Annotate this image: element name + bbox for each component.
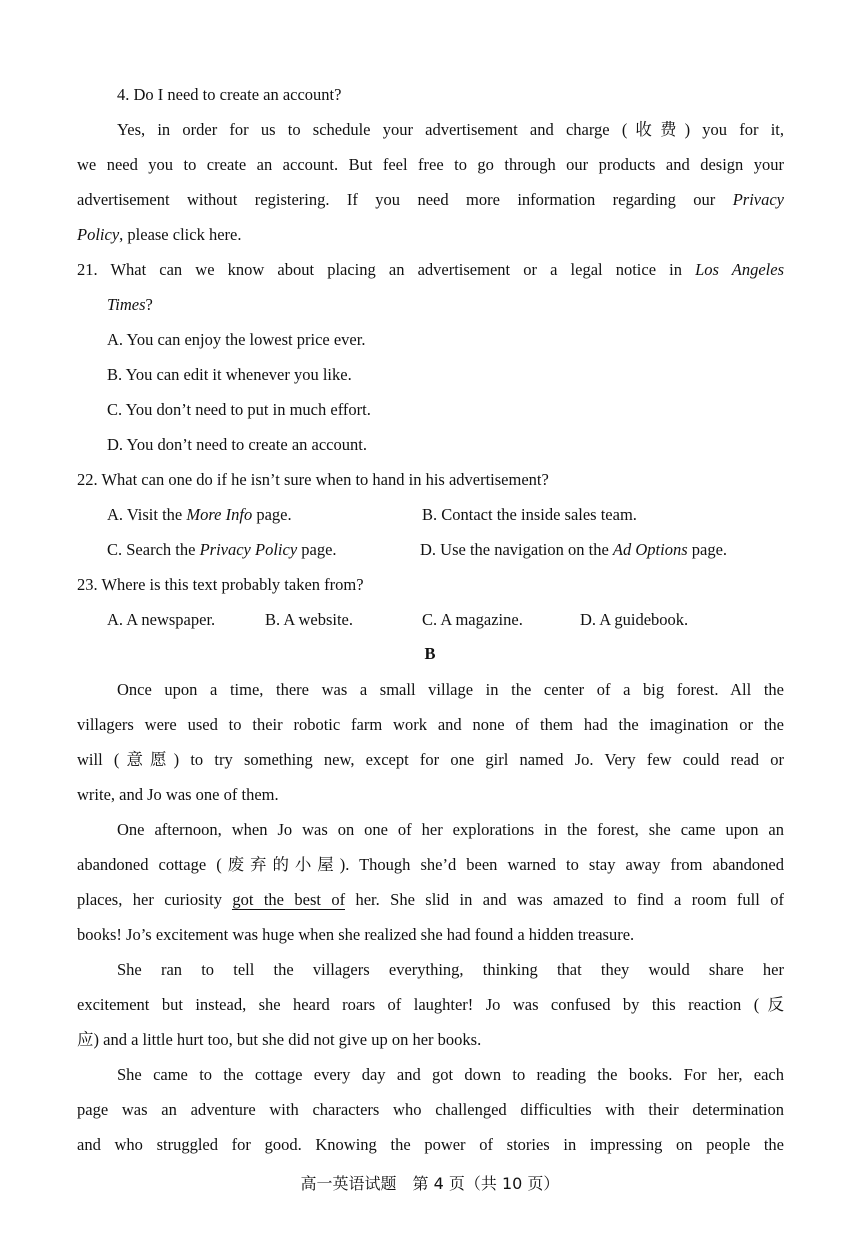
underlined-phrase: got the best of [232,890,346,909]
paragraph-line: places, her curiosity got the best of her. She slid in and was amazed to find a room full of [77,890,784,909]
option-a: A. Visit the More Info page. [107,505,292,524]
option-c: C. A magazine. [422,610,523,629]
option-c: C. You don’t need to put in much effort. [107,400,371,419]
paragraph-line: page was an adventure with characters who challenged difficulties with their determination [77,1100,784,1119]
faq-answer-line: Yes, in order for us to schedule your advertisement and charge (收费) you for it, [117,120,784,139]
paragraph-line: villagers were used to their robotic farm work and none of them had the imagination or the [77,715,784,734]
option-d: D. Use the navigation on the Ad Options page. [420,540,728,559]
faq-answer-line: advertisement without registering. If you need more information regarding our Privacy [77,190,785,209]
page-footer: 高一英语试题 第 4 页（共 10 页） [300,1174,560,1193]
paragraph-line: One afternoon, when Jo was on one of her explorations in the forest, she came upon an [117,820,784,839]
section-title: B [424,644,436,663]
option-b: B. You can edit it whenever you like. [107,365,352,384]
question-21-stem-cont: Times? [107,295,153,314]
paragraph-line: She ran to tell the villagers everything, thinking that they would share her [117,960,784,979]
option-b: B. Contact the inside sales team. [422,505,637,524]
paragraph-line: 应) and a little hurt too, but she did not give up on her books. [77,1030,482,1049]
paragraph-line: write, and Jo was one of them. [77,785,279,804]
faq-answer-line: Policy, please click here. [77,225,242,244]
option-b: B. A website. [265,610,354,629]
option-a: A. A newspaper. [107,610,216,629]
paragraph-line: Once upon a time, there was a small village in the center of a big forest. All the [117,680,784,699]
faq-question-4: 4. Do I need to create an account? [117,85,342,104]
option-a: A. You can enjoy the lowest price ever. [107,330,366,349]
option-d: D. You don’t need to create an account. [107,435,367,454]
paragraph-line: and who struggled for good. Knowing the power of stories in impressing on people the [77,1135,784,1154]
faq-answer-line: we need you to create an account. But feel free to go through our products and design your [77,155,784,174]
option-d: D. A guidebook. [580,610,689,629]
option-c: C. Search the Privacy Policy page. [107,540,337,559]
paragraph-line: books! Jo’s excitement was huge when she realized she had found a hidden treasure. [77,925,635,944]
question-21-stem: 21. What can we know about placing an advertisement or a legal notice in Los Angeles [77,260,785,279]
paragraph-line: abandoned cottage (废弃的小屋). Though she’d been warned to stay away from abandoned [77,855,784,874]
paragraph-line: will (意愿) to try something new, except for one girl named Jo. Very few could read or [77,750,784,769]
paragraph-line: She came to the cottage every day and got down to reading the books. For her, each [117,1065,784,1084]
question-22-stem: 22. What can one do if he isn’t sure when to hand in his advertisement? [77,470,549,489]
question-23-stem: 23. Where is this text probably taken from? [77,575,364,594]
paragraph-line: excitement but instead, she heard roars of laughter! Jo was confused by this reaction (反 [77,995,784,1014]
